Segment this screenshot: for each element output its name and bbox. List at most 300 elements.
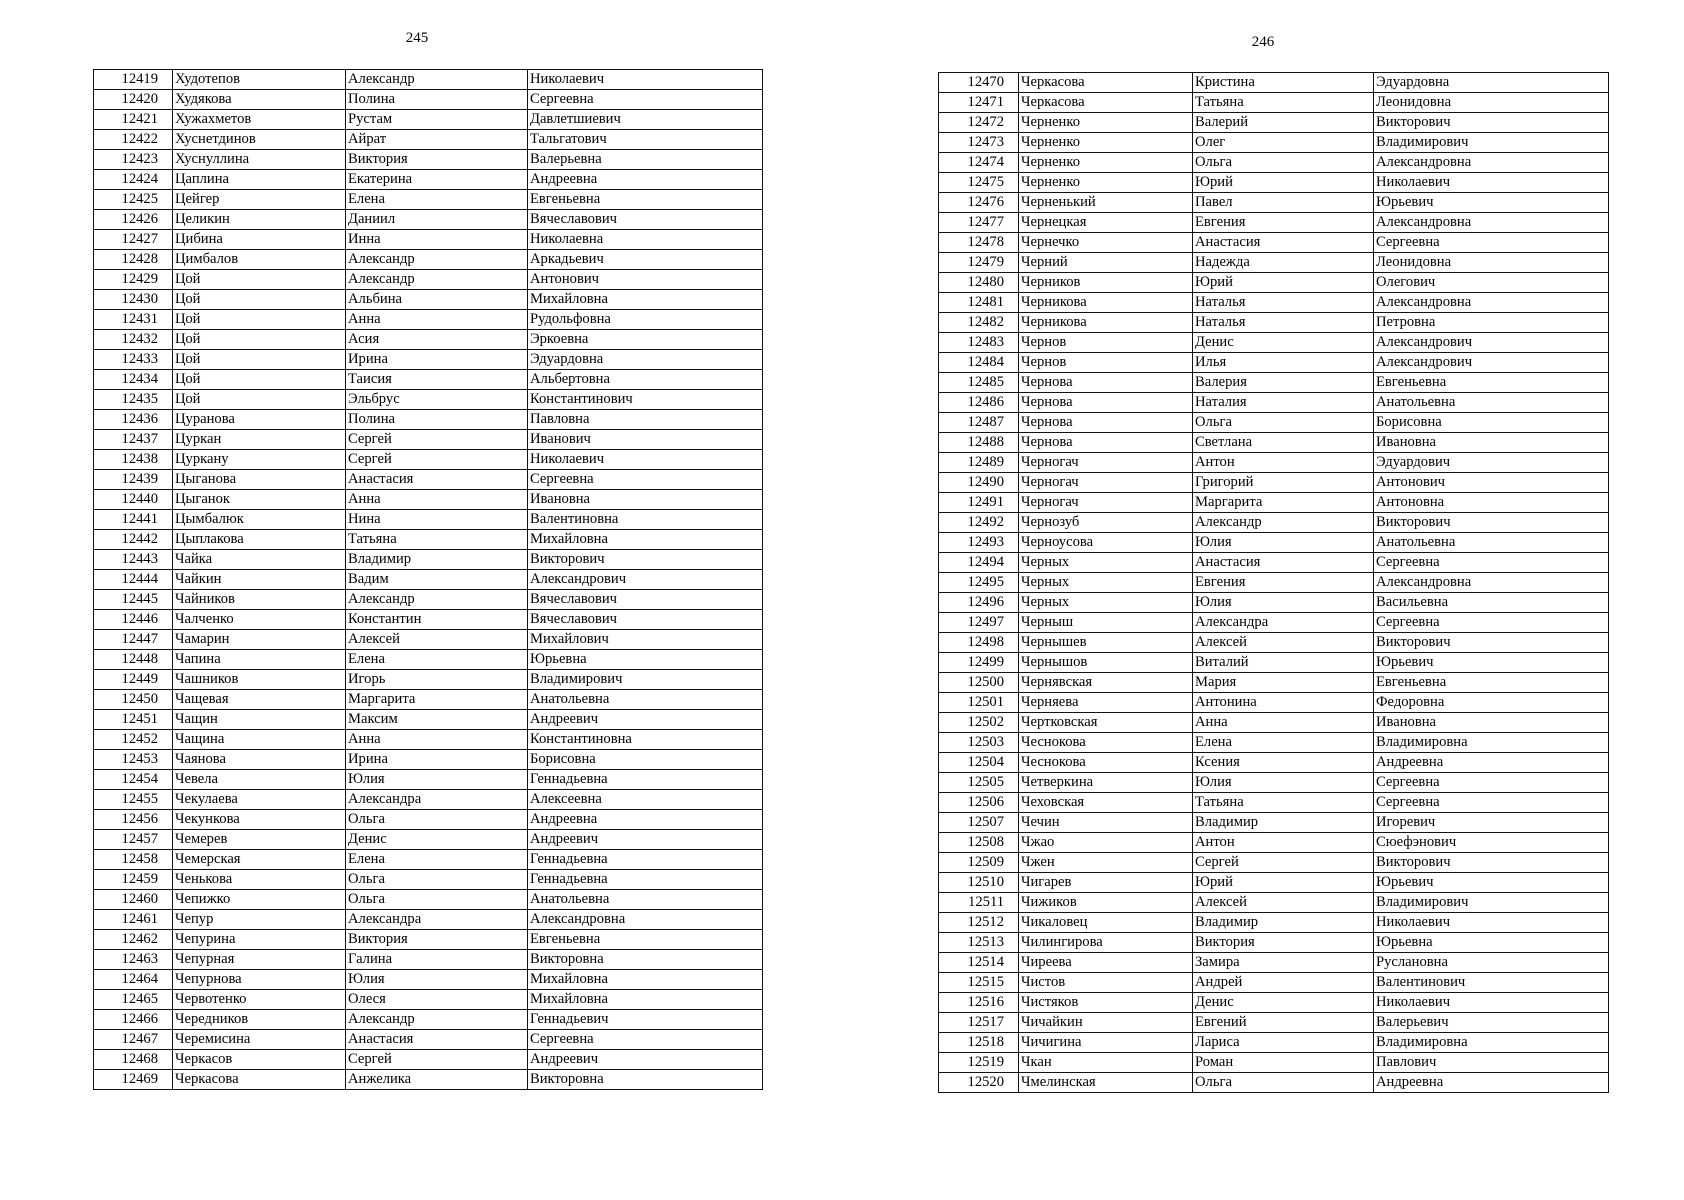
table-row <box>94 210 763 230</box>
roster-body <box>939 73 1609 1093</box>
first-name-cell: Анна <box>346 490 528 510</box>
surname-cell: Цейгер <box>173 190 346 210</box>
first-name-cell: Полина <box>346 90 528 110</box>
record-number-cell: 12455 <box>94 790 173 810</box>
patronymic-cell: Борисовна <box>528 750 763 770</box>
record-number-cell: 12468 <box>94 1050 173 1070</box>
surname-cell: Чалченко <box>173 610 346 630</box>
record-number-cell: 12463 <box>94 950 173 970</box>
surname-cell: Цой <box>173 370 346 390</box>
record-number-cell: 12469 <box>94 1070 173 1090</box>
first-name-cell: Владимир <box>346 550 528 570</box>
table-row <box>94 350 763 370</box>
surname-cell: Цой <box>173 310 346 330</box>
surname-cell: Чертковская <box>1019 713 1193 733</box>
table-row <box>94 770 763 790</box>
surname-cell: Хужахметов <box>173 110 346 130</box>
record-number-cell: 12516 <box>939 993 1019 1013</box>
table-row <box>939 933 1609 953</box>
first-name-cell: Анастасия <box>346 470 528 490</box>
first-name-cell: Олеся <box>346 990 528 1010</box>
patronymic-cell: Юрьевна <box>1374 933 1609 953</box>
surname-cell: Чижиков <box>1019 893 1193 913</box>
surname-cell: Чамарин <box>173 630 346 650</box>
record-number-cell: 12517 <box>939 1013 1019 1033</box>
table-row <box>94 310 763 330</box>
table-row <box>94 790 763 810</box>
patronymic-cell: Юрьевич <box>1374 653 1609 673</box>
first-name-cell: Александр <box>346 250 528 270</box>
table-row <box>939 633 1609 653</box>
table-row <box>94 230 763 250</box>
table-row <box>94 1010 763 1030</box>
surname-cell: Цибина <box>173 230 346 250</box>
patronymic-cell: Андреевна <box>528 170 763 190</box>
table-row <box>939 393 1609 413</box>
table-row <box>94 390 763 410</box>
surname-cell: Чернечко <box>1019 233 1193 253</box>
record-number-cell: 12519 <box>939 1053 1019 1073</box>
table-row <box>94 250 763 270</box>
patronymic-cell: Андреевич <box>528 710 763 730</box>
surname-cell: Цуркану <box>173 450 346 470</box>
surname-cell: Чапина <box>173 650 346 670</box>
record-number-cell: 12503 <box>939 733 1019 753</box>
record-number-cell: 12453 <box>94 750 173 770</box>
first-name-cell: Антонина <box>1193 693 1374 713</box>
table-row <box>94 970 763 990</box>
table-row <box>939 913 1609 933</box>
record-number-cell: 12495 <box>939 573 1019 593</box>
patronymic-cell: Александровна <box>1374 153 1609 173</box>
patronymic-cell: Евгеньевна <box>528 190 763 210</box>
record-number-cell: 12499 <box>939 653 1019 673</box>
surname-cell: Червотенко <box>173 990 346 1010</box>
patronymic-cell: Юрьевич <box>1374 873 1609 893</box>
record-number-cell: 12489 <box>939 453 1019 473</box>
record-number-cell: 12510 <box>939 873 1019 893</box>
patronymic-cell: Антонович <box>1374 473 1609 493</box>
first-name-cell: Надежда <box>1193 253 1374 273</box>
surname-cell: Худотепов <box>173 70 346 90</box>
surname-cell: Чжао <box>1019 833 1193 853</box>
table-row <box>94 950 763 970</box>
first-name-cell: Анастасия <box>1193 553 1374 573</box>
first-name-cell: Владимир <box>1193 813 1374 833</box>
surname-cell: Черкасов <box>173 1050 346 1070</box>
first-name-cell: Александра <box>346 910 528 930</box>
first-name-cell: Айрат <box>346 130 528 150</box>
surname-cell: Цой <box>173 350 346 370</box>
record-number-cell: 12477 <box>939 213 1019 233</box>
table-row <box>939 533 1609 553</box>
first-name-cell: Олег <box>1193 133 1374 153</box>
table-row <box>939 713 1609 733</box>
patronymic-cell: Владимирович <box>1374 133 1609 153</box>
record-number-cell: 12500 <box>939 673 1019 693</box>
surname-cell: Хуснуллина <box>173 150 346 170</box>
surname-cell: Четверкина <box>1019 773 1193 793</box>
patronymic-cell: Иванович <box>528 430 763 450</box>
record-number-cell: 12493 <box>939 533 1019 553</box>
surname-cell: Черняева <box>1019 693 1193 713</box>
surname-cell: Цаплина <box>173 170 346 190</box>
first-name-cell: Владимир <box>1193 913 1374 933</box>
first-name-cell: Алексей <box>1193 893 1374 913</box>
first-name-cell: Татьяна <box>346 530 528 550</box>
first-name-cell: Елена <box>1193 733 1374 753</box>
record-number-cell: 12470 <box>939 73 1019 93</box>
record-number-cell: 12425 <box>94 190 173 210</box>
patronymic-cell: Владимирович <box>528 670 763 690</box>
surname-cell: Чернышов <box>1019 653 1193 673</box>
record-number-cell: 12508 <box>939 833 1019 853</box>
record-number-cell: 12512 <box>939 913 1019 933</box>
first-name-cell: Наталья <box>1193 293 1374 313</box>
record-number-cell: 12436 <box>94 410 173 430</box>
record-number-cell: 12514 <box>939 953 1019 973</box>
table-row <box>94 550 763 570</box>
first-name-cell: Сергей <box>346 1050 528 1070</box>
table-row <box>939 1073 1609 1093</box>
first-name-cell: Юрий <box>1193 173 1374 193</box>
patronymic-cell: Сергеевна <box>1374 793 1609 813</box>
patronymic-cell: Викторовна <box>528 1070 763 1090</box>
record-number-cell: 12446 <box>94 610 173 630</box>
first-name-cell: Александра <box>1193 613 1374 633</box>
first-name-cell: Денис <box>346 830 528 850</box>
surname-cell: Ченькова <box>173 870 346 890</box>
table-row <box>94 810 763 830</box>
surname-cell: Черкасова <box>1019 73 1193 93</box>
patronymic-cell: Ивановна <box>1374 713 1609 733</box>
record-number-cell: 12433 <box>94 350 173 370</box>
record-number-cell: 12432 <box>94 330 173 350</box>
patronymic-cell: Александровна <box>1374 213 1609 233</box>
surname-cell: Чигарев <box>1019 873 1193 893</box>
record-number-cell: 12513 <box>939 933 1019 953</box>
patronymic-cell: Сергеевна <box>528 90 763 110</box>
record-number-cell: 12482 <box>939 313 1019 333</box>
surname-cell: Чередников <box>173 1010 346 1030</box>
record-number-cell: 12481 <box>939 293 1019 313</box>
first-name-cell: Екатерина <box>346 170 528 190</box>
record-number-cell: 12473 <box>939 133 1019 153</box>
table-row <box>939 73 1609 93</box>
record-number-cell: 12449 <box>94 670 173 690</box>
first-name-cell: Анастасия <box>1193 233 1374 253</box>
surname-cell: Цой <box>173 390 346 410</box>
record-number-cell: 12480 <box>939 273 1019 293</box>
surname-cell: Черненко <box>1019 173 1193 193</box>
first-name-cell: Антон <box>1193 833 1374 853</box>
record-number-cell: 12431 <box>94 310 173 330</box>
record-number-cell: 12506 <box>939 793 1019 813</box>
first-name-cell: Виктория <box>346 150 528 170</box>
record-number-cell: 12509 <box>939 853 1019 873</box>
table-row <box>939 433 1609 453</box>
patronymic-cell: Николаевич <box>1374 173 1609 193</box>
table-row <box>94 410 763 430</box>
table-row <box>939 113 1609 133</box>
first-name-cell: Полина <box>346 410 528 430</box>
patronymic-cell: Евгеньевна <box>1374 373 1609 393</box>
record-number-cell: 12447 <box>94 630 173 650</box>
table-row <box>94 990 763 1010</box>
record-number-cell: 12490 <box>939 473 1019 493</box>
surname-cell: Чернявская <box>1019 673 1193 693</box>
record-number-cell: 12426 <box>94 210 173 230</box>
surname-cell: Цыганова <box>173 470 346 490</box>
surname-cell: Черногач <box>1019 453 1193 473</box>
table-row <box>94 1050 763 1070</box>
surname-cell: Чайкин <box>173 570 346 590</box>
roster-body <box>94 70 763 1090</box>
patronymic-cell: Михайлович <box>528 630 763 650</box>
patronymic-cell: Константиновна <box>528 730 763 750</box>
surname-cell: Чеснокова <box>1019 733 1193 753</box>
surname-cell: Чеснокова <box>1019 753 1193 773</box>
surname-cell: Чечин <box>1019 813 1193 833</box>
first-name-cell: Андрей <box>1193 973 1374 993</box>
surname-cell: Чаянова <box>173 750 346 770</box>
patronymic-cell: Михайловна <box>528 530 763 550</box>
table-row <box>94 150 763 170</box>
surname-cell: Черникова <box>1019 313 1193 333</box>
patronymic-cell: Андреевич <box>528 830 763 850</box>
record-number-cell: 12467 <box>94 1030 173 1050</box>
patronymic-cell: Васильевна <box>1374 593 1609 613</box>
record-number-cell: 12458 <box>94 850 173 870</box>
patronymic-cell: Михайловна <box>528 970 763 990</box>
table-row <box>94 690 763 710</box>
first-name-cell: Анна <box>346 310 528 330</box>
first-name-cell: Таисия <box>346 370 528 390</box>
patronymic-cell: Ивановна <box>1374 433 1609 453</box>
first-name-cell: Елена <box>346 850 528 870</box>
table-row <box>939 473 1609 493</box>
surname-cell: Чилингирова <box>1019 933 1193 953</box>
table-row <box>939 773 1609 793</box>
patronymic-cell: Николаевич <box>528 70 763 90</box>
first-name-cell: Павел <box>1193 193 1374 213</box>
table-row <box>939 733 1609 753</box>
patronymic-cell: Анатольевна <box>1374 393 1609 413</box>
record-number-cell: 12421 <box>94 110 173 130</box>
first-name-cell: Александр <box>346 270 528 290</box>
surname-cell: Черногач <box>1019 493 1193 513</box>
first-name-cell: Ольга <box>1193 1073 1374 1093</box>
surname-cell: Чмелинская <box>1019 1073 1193 1093</box>
surname-cell: Чащин <box>173 710 346 730</box>
patronymic-cell: Сергеевна <box>528 1030 763 1050</box>
record-number-cell: 12492 <box>939 513 1019 533</box>
surname-cell: Чкан <box>1019 1053 1193 1073</box>
first-name-cell: Инна <box>346 230 528 250</box>
table-row <box>94 1030 763 1050</box>
table-row <box>94 750 763 770</box>
table-row <box>939 353 1609 373</box>
record-number-cell: 12478 <box>939 233 1019 253</box>
patronymic-cell: Геннадьевна <box>528 770 763 790</box>
patronymic-cell: Альбертовна <box>528 370 763 390</box>
patronymic-cell: Анатольевна <box>1374 533 1609 553</box>
surname-cell: Черникова <box>1019 293 1193 313</box>
first-name-cell: Денис <box>1193 333 1374 353</box>
record-number-cell: 12483 <box>939 333 1019 353</box>
record-number-cell: 12474 <box>939 153 1019 173</box>
patronymic-cell: Петровна <box>1374 313 1609 333</box>
patronymic-cell: Антоновна <box>1374 493 1609 513</box>
patronymic-cell: Викторович <box>1374 113 1609 133</box>
table-row <box>94 90 763 110</box>
surname-cell: Чернов <box>1019 333 1193 353</box>
patronymic-cell: Константинович <box>528 390 763 410</box>
surname-cell: Чепижко <box>173 890 346 910</box>
surname-cell: Хуснетдинов <box>173 130 346 150</box>
first-name-cell: Юлия <box>1193 593 1374 613</box>
record-number-cell: 12462 <box>94 930 173 950</box>
first-name-cell: Александр <box>1193 513 1374 533</box>
patronymic-cell: Алексеевна <box>528 790 763 810</box>
surname-cell: Чикаловец <box>1019 913 1193 933</box>
surname-cell: Черников <box>1019 273 1193 293</box>
record-number-cell: 12461 <box>94 910 173 930</box>
patronymic-cell: Викторовна <box>528 950 763 970</box>
patronymic-cell: Давлетшиевич <box>528 110 763 130</box>
table-row <box>939 413 1609 433</box>
surname-cell: Черненко <box>1019 153 1193 173</box>
table-row <box>939 253 1609 273</box>
first-name-cell: Юлия <box>346 770 528 790</box>
first-name-cell: Григорий <box>1193 473 1374 493</box>
surname-cell: Чепур <box>173 910 346 930</box>
first-name-cell: Наталья <box>1193 313 1374 333</box>
patronymic-cell: Павлович <box>1374 1053 1609 1073</box>
surname-cell: Чащина <box>173 730 346 750</box>
first-name-cell: Юлия <box>1193 533 1374 553</box>
patronymic-cell: Тальгатович <box>528 130 763 150</box>
table-row <box>939 693 1609 713</box>
table-row <box>939 613 1609 633</box>
surname-cell: Чепурнова <box>173 970 346 990</box>
surname-cell: Чистов <box>1019 973 1193 993</box>
patronymic-cell: Вячеславович <box>528 210 763 230</box>
record-number-cell: 12505 <box>939 773 1019 793</box>
record-number-cell: 12445 <box>94 590 173 610</box>
first-name-cell: Денис <box>1193 993 1374 1013</box>
surname-cell: Черненко <box>1019 113 1193 133</box>
record-number-cell: 12420 <box>94 90 173 110</box>
record-number-cell: 12507 <box>939 813 1019 833</box>
first-name-cell: Константин <box>346 610 528 630</box>
surname-cell: Чернова <box>1019 413 1193 433</box>
patronymic-cell: Александрович <box>1374 353 1609 373</box>
surname-cell: Чиреева <box>1019 953 1193 973</box>
patronymic-cell: Леонидовна <box>1374 93 1609 113</box>
patronymic-cell: Андреевна <box>1374 753 1609 773</box>
surname-cell: Чернова <box>1019 373 1193 393</box>
table-row <box>939 1033 1609 1053</box>
surname-cell: Черненко <box>1019 133 1193 153</box>
record-number-cell: 12476 <box>939 193 1019 213</box>
first-name-cell: Наталия <box>1193 393 1374 413</box>
patronymic-cell: Эдуардович <box>1374 453 1609 473</box>
patronymic-cell: Михайловна <box>528 290 763 310</box>
surname-cell: Чайников <box>173 590 346 610</box>
table-row <box>94 610 763 630</box>
first-name-cell: Евгений <box>1193 1013 1374 1033</box>
first-name-cell: Александр <box>346 1010 528 1030</box>
table-row <box>939 673 1609 693</box>
first-name-cell: Анастасия <box>346 1030 528 1050</box>
table-row <box>94 450 763 470</box>
table-row <box>94 570 763 590</box>
table-row <box>939 293 1609 313</box>
record-number-cell: 12496 <box>939 593 1019 613</box>
first-name-cell: Юлия <box>346 970 528 990</box>
first-name-cell: Сергей <box>346 450 528 470</box>
patronymic-cell: Валерьевна <box>528 150 763 170</box>
surname-cell: Чекункова <box>173 810 346 830</box>
first-name-cell: Ирина <box>346 350 528 370</box>
first-name-cell: Вадим <box>346 570 528 590</box>
first-name-cell: Елена <box>346 190 528 210</box>
record-number-cell: 12448 <box>94 650 173 670</box>
table-row <box>94 370 763 390</box>
table-row <box>94 70 763 90</box>
surname-cell: Чернов <box>1019 353 1193 373</box>
record-number-cell: 12430 <box>94 290 173 310</box>
record-number-cell: 12498 <box>939 633 1019 653</box>
surname-cell: Худякова <box>173 90 346 110</box>
first-name-cell: Ольга <box>1193 413 1374 433</box>
first-name-cell: Альбина <box>346 290 528 310</box>
page-number: 245 <box>405 30 429 46</box>
patronymic-cell: Викторович <box>1374 633 1609 653</box>
record-number-cell: 12486 <box>939 393 1019 413</box>
surname-cell: Цой <box>173 330 346 350</box>
patronymic-cell: Эдуардовна <box>528 350 763 370</box>
surname-cell: Цыганок <box>173 490 346 510</box>
table-row <box>939 1013 1609 1033</box>
record-number-cell: 12471 <box>939 93 1019 113</box>
surname-cell: Целикин <box>173 210 346 230</box>
surname-cell: Чайка <box>173 550 346 570</box>
roster-table <box>93 69 763 1090</box>
surname-cell: Чернова <box>1019 433 1193 453</box>
first-name-cell: Ксения <box>1193 753 1374 773</box>
surname-cell: Черных <box>1019 593 1193 613</box>
table-row <box>94 870 763 890</box>
table-row <box>94 130 763 150</box>
table-row <box>939 593 1609 613</box>
first-name-cell: Асия <box>346 330 528 350</box>
table-row <box>939 493 1609 513</box>
patronymic-cell: Геннадьевич <box>528 1010 763 1030</box>
patronymic-cell: Александровна <box>528 910 763 930</box>
surname-cell: Чекулаева <box>173 790 346 810</box>
record-number-cell: 12488 <box>939 433 1019 453</box>
first-name-cell: Валерий <box>1193 113 1374 133</box>
first-name-cell: Виталий <box>1193 653 1374 673</box>
record-number-cell: 12475 <box>939 173 1019 193</box>
first-name-cell: Ольга <box>346 870 528 890</box>
table-row <box>94 930 763 950</box>
table-row <box>94 110 763 130</box>
record-number-cell: 12464 <box>94 970 173 990</box>
patronymic-cell: Борисовна <box>1374 413 1609 433</box>
